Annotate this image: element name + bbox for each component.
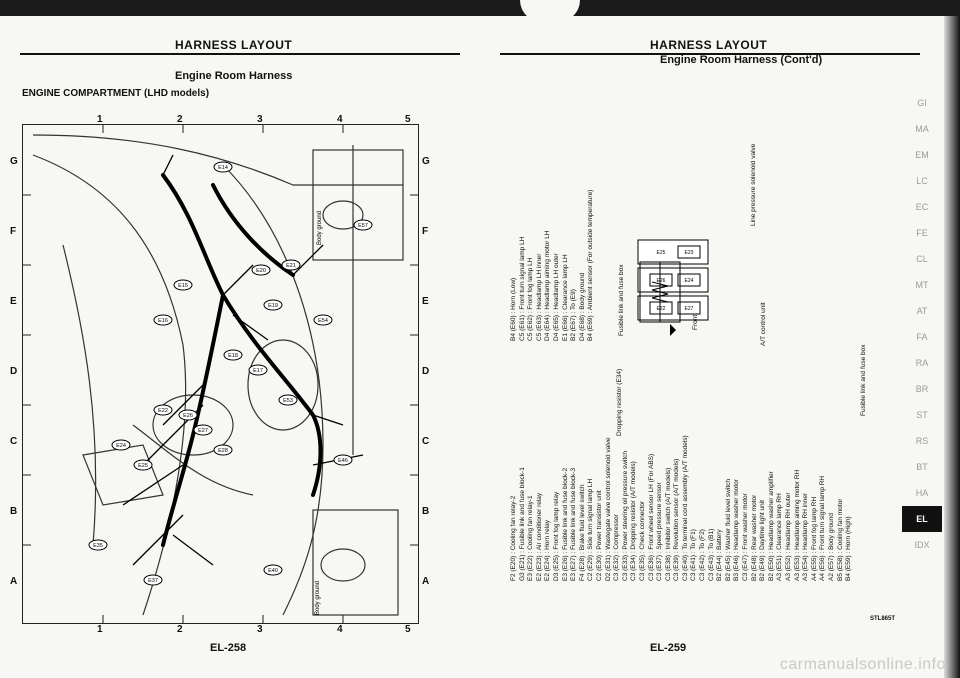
connector-e53-label: E53 xyxy=(283,398,293,404)
legend-right-item: D4 (E65) : Headlamp LH outer xyxy=(552,253,560,341)
tab-mt[interactable]: MT xyxy=(915,280,929,290)
connector-e21 xyxy=(282,260,300,270)
scan-top-edge xyxy=(0,0,960,16)
legend-left-item: C2 (E29) : Side turn signal lamp LH xyxy=(587,478,595,581)
legend-right-item: B2 (E67) : To (E9) xyxy=(570,289,578,341)
row-label-c: C xyxy=(10,436,18,447)
connector-e22 xyxy=(154,405,172,415)
col-label-4-bottom: 4 xyxy=(337,624,343,635)
row-label-e-right: E xyxy=(422,296,429,307)
connector-e18-label: E18 xyxy=(228,353,238,359)
legend-left-item: C3 (E32) : Compressor xyxy=(613,514,621,581)
legend-left-item: B2 (E49) : Daytime light unit xyxy=(759,500,767,581)
legend-right-item: D4 (E64) : Headlamp aiming motor LH xyxy=(544,230,552,341)
connector-e22-label: E22 xyxy=(158,408,168,414)
tab-lc[interactable]: LC xyxy=(916,176,928,186)
legend-left-item: C3 (E43) : To (B1) xyxy=(707,528,715,581)
legend-left-item: C3 (E39) : Revolution sensor (A/T models) xyxy=(673,458,681,581)
connector-e14 xyxy=(214,162,232,172)
legend-right-item: C5 (E62) : Front fog lamp LH xyxy=(527,257,535,341)
legend-left-item: C3 (E37) : Speed pressure sensor xyxy=(656,482,664,581)
connector-e27-label: E27 xyxy=(198,428,208,434)
connector-e40 xyxy=(264,565,282,575)
legend-right-item: C5 (E61) : Front turn signal lamp LH xyxy=(518,236,526,341)
body-ground-label-bottom: Body ground xyxy=(315,580,321,615)
connector-e28 xyxy=(214,445,232,455)
col-label-3: 3 xyxy=(257,114,263,125)
connector-e57-label: E57 xyxy=(358,223,368,229)
connector-e37 xyxy=(144,575,162,585)
legend-left-item: C3 (E33) : Power steering oil pressure switch xyxy=(621,450,629,581)
legend-left-item: B3 (E46) : Headlamp washer motor xyxy=(733,479,741,581)
fusible-label-left: Fusible link and fuse box xyxy=(860,344,867,416)
legend-left-item: E2 (E23) : Air conditioner relay xyxy=(535,492,543,581)
row-label-b: B xyxy=(10,506,18,517)
connector-e27 xyxy=(194,425,212,435)
legend-left-item: C3 (E40) : To terminal cord assembly (A/T models) xyxy=(681,435,689,581)
box-conn-e27: E27 xyxy=(684,306,694,312)
connector-e46 xyxy=(334,455,352,465)
connector-e24-label: E24 xyxy=(116,443,126,449)
tab-ha[interactable]: HA xyxy=(915,488,929,498)
figure-code: STL865T xyxy=(870,616,896,622)
legend-left-item: B2 (E44) : Battery xyxy=(716,529,724,581)
legend-left-item: B5 (E58) : Cooling fan motor xyxy=(836,498,844,581)
legend-left-item: A3 (E51) : Clearance lamp RH xyxy=(776,493,784,581)
tab-st[interactable]: ST xyxy=(916,410,928,420)
connector-e16 xyxy=(154,315,172,325)
connector-e25 xyxy=(134,460,152,470)
legend-left-item: A3 (E54) : Headlamp RH inner xyxy=(802,492,810,581)
connector-e35-label: E35 xyxy=(93,543,103,549)
left-header-rule xyxy=(20,53,460,55)
tab-cl[interactable]: CL xyxy=(916,254,928,264)
front-label: Front xyxy=(692,314,699,330)
legend-left-item: F4 (E28) : Brake fluid level switch xyxy=(578,484,586,581)
connector-e18 xyxy=(224,350,242,360)
col-label-1-bottom: 1 xyxy=(97,624,103,635)
tab-ec[interactable]: EC xyxy=(915,202,929,212)
at-control-label: A/T control unit xyxy=(760,302,767,346)
legend-left-item: C3 (E47) : Front washer motor xyxy=(742,493,750,581)
col-label-4: 4 xyxy=(337,114,343,125)
legend-left-item: E3 (E22) : Cooling fan relay-1 xyxy=(527,495,535,581)
legend-right xyxy=(510,190,596,341)
left-page-number: EL-258 xyxy=(210,642,247,654)
row-label-g-right: G xyxy=(422,156,430,167)
connector-e15-label: E15 xyxy=(178,283,188,289)
section-tabs xyxy=(902,90,942,558)
connector-e21-label: E21 xyxy=(286,263,296,269)
connector-e17-label: E17 xyxy=(253,368,263,374)
legend-left-item: C3 (E38) : Inhibitor switch (A/T models) xyxy=(664,467,672,581)
legend-left-item: C2 (E30) : Power transistor unit xyxy=(595,490,603,581)
tab-rs[interactable]: RS xyxy=(915,436,929,446)
right-page xyxy=(480,16,960,678)
body-ground-label-top: Body ground xyxy=(317,210,323,245)
row-label-f-right: F xyxy=(422,226,429,237)
box-conn-e23: E23 xyxy=(684,250,694,256)
connector-e25-label: E25 xyxy=(138,463,148,469)
right-title: Engine Room Harness (Cont'd) xyxy=(660,54,823,66)
watermark: carmanualsonline.info xyxy=(779,656,946,673)
legend-left-item: C3 (E42) : To (F2) xyxy=(699,529,707,581)
connector-e26-label: E26 xyxy=(183,413,193,419)
legend-left-item: C3 (E41) : To (F1) xyxy=(690,529,698,581)
legend-right-item: B4 (E69) : Ambient sensor (For outside temperature) xyxy=(587,189,595,341)
right-header: HARNESS LAYOUT xyxy=(650,38,768,52)
row-label-a: A xyxy=(10,576,18,587)
legend-left-item: B4 (E59) : Horn (High) xyxy=(845,516,853,581)
row-label-f: F xyxy=(10,226,17,237)
connector-e17 xyxy=(249,365,267,375)
box-conn-e24: E24 xyxy=(684,278,694,284)
tab-ra[interactable]: RA xyxy=(915,358,929,368)
legend-right-item: B4 (E60) : Horn (Low) xyxy=(510,277,517,341)
left-subtitle: ENGINE COMPARTMENT (LHD models) xyxy=(22,88,210,99)
legend-left-item: A4 (E56) : Front turn signal lamp RH xyxy=(819,475,827,581)
engine-room-diagram xyxy=(23,125,418,623)
legend-left-item: A3 (E53) : Headlamp aiming motor RH xyxy=(793,469,801,581)
connector-e53 xyxy=(279,395,297,405)
legend-left-item: E2 (E24) : Horn relay xyxy=(544,519,552,581)
tab-gi[interactable]: GI xyxy=(917,98,927,108)
tab-idx[interactable]: IDX xyxy=(914,540,930,550)
legend-left xyxy=(510,435,854,581)
scan-right-edge xyxy=(944,16,960,678)
connector-e14-label: E14 xyxy=(218,165,228,171)
col-label-5-bottom: 5 xyxy=(405,624,411,635)
connector-e19-label: E19 xyxy=(268,303,278,309)
legend-left-item: B2 (E48) : Rear washer motor xyxy=(750,494,758,581)
legend-left-item: C3 (E35) : Check connector xyxy=(638,500,646,581)
tab-at[interactable]: AT xyxy=(916,306,928,316)
connector-e20 xyxy=(252,265,270,275)
dropping-label: Dropping resistor (E34) xyxy=(616,368,623,436)
legend-left-item: C3 (E34) : Dropping resistor (A/T models) xyxy=(630,461,638,581)
col-label-3-bottom: 3 xyxy=(257,624,263,635)
legend-left-item: B2 (E45) : Washer fluid level switch xyxy=(724,479,732,581)
connector-e19 xyxy=(264,300,282,310)
legend-left-item: F2 (E20) : Cooling fan relay-2 xyxy=(510,495,517,581)
legend-left-item: A2 (E57) : Body ground xyxy=(827,513,835,581)
legend-right-item: D4 (E68) : Body ground xyxy=(578,272,586,341)
connector-e54-label: E54 xyxy=(318,318,328,324)
tab-fa[interactable]: FA xyxy=(916,332,928,342)
tab-bt[interactable]: BT xyxy=(916,462,928,472)
legend-left-item: G3 (E21) : Fusible link and fuse block-1 xyxy=(518,467,526,581)
tab-ma[interactable]: MA xyxy=(915,124,929,134)
legend-left-item: E3 (E26) : Fusible link and fuse block-2 xyxy=(561,467,569,581)
col-label-2: 2 xyxy=(177,114,183,125)
legend-left-item: B2 (E50) : Headlamp washer amplifier xyxy=(767,471,775,581)
connector-e57 xyxy=(354,220,372,230)
line-pressure-label: Line pressure solenoid valve xyxy=(750,143,757,226)
connector-e46-label: E46 xyxy=(338,458,348,464)
dropping-resistor-diagram xyxy=(630,252,690,332)
left-page xyxy=(0,16,480,678)
row-label-a-right: A xyxy=(422,576,430,587)
legend-right-item: C5 (E63) : Headlamp LH inner xyxy=(535,253,543,341)
connector-e54 xyxy=(314,315,332,325)
legend-right-item: E1 (E66) : Clearance lamp LH xyxy=(561,254,569,341)
connector-e28-label: E28 xyxy=(218,448,228,454)
legend-left-item: C3 (E36) : Front wheel sensor LH (For ABS) xyxy=(647,453,655,581)
row-label-d-right: D xyxy=(422,366,430,377)
box-conn-e25: E25 xyxy=(656,250,666,256)
connector-e26 xyxy=(179,410,197,420)
tab-fe[interactable]: FE xyxy=(916,228,928,238)
connector-e20-label: E20 xyxy=(256,268,266,274)
tab-em[interactable]: EM xyxy=(915,150,929,160)
connector-e16-label: E16 xyxy=(158,318,168,324)
legend-left-item: D2 (E31) : Wastegate valve control solenoid valve xyxy=(604,437,612,581)
legend-left-item: D3 (E25) : Front fog lamp relay xyxy=(552,491,560,581)
row-label-e: E xyxy=(10,296,17,307)
connector-e35 xyxy=(89,540,107,550)
box-label: Fusible link and fuse box xyxy=(618,264,625,336)
connector-e40-label: E40 xyxy=(268,568,278,574)
connector-e15 xyxy=(174,280,192,290)
row-label-g: G xyxy=(10,156,18,167)
connector-e37-label: E37 xyxy=(148,578,158,584)
left-title: Engine Room Harness xyxy=(175,70,293,82)
row-label-d: D xyxy=(10,366,18,377)
col-label-2-bottom: 2 xyxy=(177,624,183,635)
col-label-5: 5 xyxy=(405,114,411,125)
tab-el[interactable]: EL xyxy=(902,506,942,532)
legend-left-item: A4 (E55) : Front fog lamp RH xyxy=(810,496,818,581)
col-label-1: 1 xyxy=(97,114,103,125)
right-page-number: EL-259 xyxy=(650,642,687,654)
box-conn-e22: E22 xyxy=(656,306,666,312)
diagram-frame xyxy=(22,124,419,624)
tab-br[interactable]: BR xyxy=(915,384,929,394)
row-label-c-right: C xyxy=(422,436,430,447)
legend-left-item: A3 (E52) : Headlamp RH outer xyxy=(785,492,792,581)
connector-e24 xyxy=(112,440,130,450)
row-label-b-right: B xyxy=(422,506,430,517)
legend-left-item: E3 (E27) : Fusible link and fuse block-3 xyxy=(570,467,578,581)
left-header: HARNESS LAYOUT xyxy=(175,38,293,52)
box-conn-e26: E26 xyxy=(656,278,666,284)
